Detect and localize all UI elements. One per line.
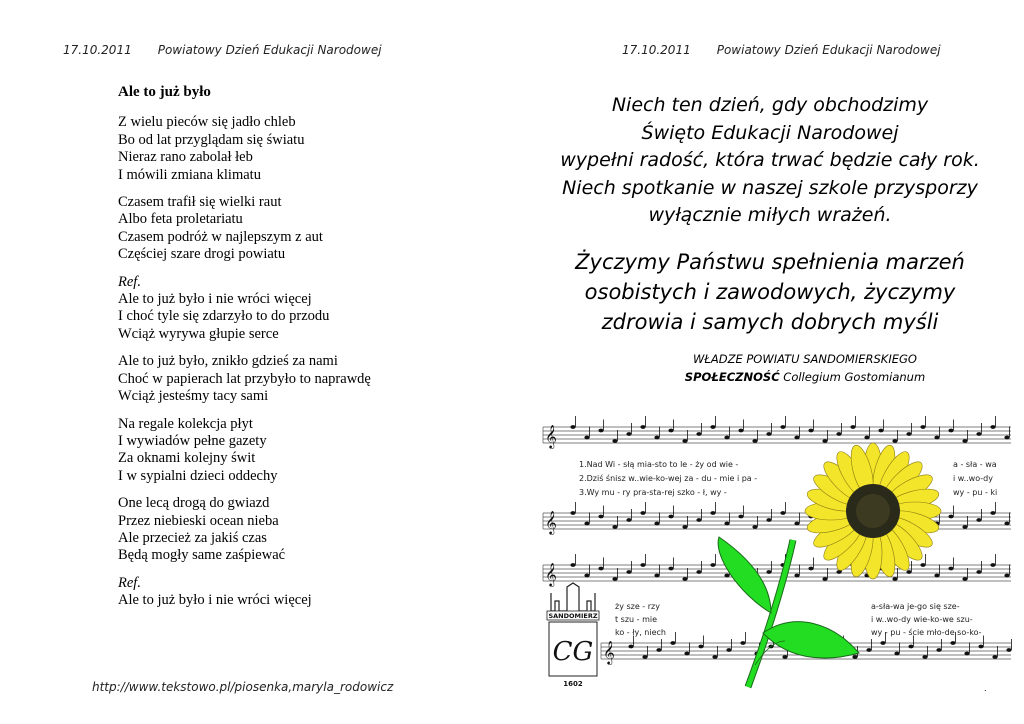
header-date: 17.10.2011 [63, 43, 132, 57]
signature-community-bold: SPOŁECZNOŚĆ [684, 370, 780, 384]
music-note [976, 518, 981, 522]
music-note [626, 570, 631, 574]
poem-stanzas [118, 114, 371, 609]
music-note [752, 525, 757, 529]
treble-clef-icon: 𝄞 [545, 562, 557, 586]
school-crest-logo [547, 583, 599, 688]
music-note [682, 577, 687, 581]
poem-stanza [118, 353, 371, 405]
music-note [920, 425, 925, 429]
refrain-label: Ref. [118, 273, 141, 290]
sunflower-center-inner [856, 494, 890, 528]
lyric-line: 2.Dziś śnisz w..wie-ko-wej za - du - mie i pa - [579, 474, 758, 483]
music-note [710, 511, 715, 515]
signature-community-rest: Collegium Gostomianum [779, 370, 926, 384]
music-note [878, 429, 883, 433]
music-note [920, 563, 925, 567]
music-note [990, 511, 995, 515]
header-event: Powiatowy Dzień Edukacji Narodowej [157, 43, 382, 57]
poem-line: Za oknami kolejny świt [118, 450, 256, 467]
music-sheet-illustration [533, 415, 1013, 695]
music-note [724, 522, 729, 526]
music-note [710, 563, 715, 567]
music-note [656, 648, 661, 652]
wishes-line: osobistych i zawodowych, życzymy [584, 280, 956, 304]
music-note [740, 641, 745, 645]
poem-line: Albo feta proletariatu [118, 211, 243, 228]
header-event: Powiatowy Dzień Edukacji Narodowej [716, 43, 941, 57]
logo-year: 1602 [563, 680, 583, 688]
poem-line: I mówili zmiana klimatu [118, 166, 261, 183]
music-note [766, 570, 771, 574]
poem-title: Ale to już było [118, 84, 211, 100]
music-note [880, 641, 885, 645]
music-note [598, 567, 603, 571]
music-note [1006, 648, 1011, 652]
poem-line: One lecą drogą do gwiazd [118, 495, 270, 512]
music-note [612, 577, 617, 581]
music-note [794, 436, 799, 440]
music-note [682, 525, 687, 529]
poem-stanza [118, 416, 371, 486]
poem-stanza [118, 194, 371, 264]
music-note [866, 648, 871, 652]
music-note [628, 645, 633, 649]
music-note [962, 525, 967, 529]
lyric-line: 3.Wy mu - ry pra-sta-rej szko - ł, wy - [579, 488, 727, 497]
treble-clef-icon: 𝄞 [603, 640, 615, 664]
music-note [976, 432, 981, 436]
greeting-line: Niech ten dzień, gdy obchodzimy [611, 94, 929, 116]
greeting-text [520, 92, 1020, 230]
music-note [948, 515, 953, 519]
logo-monogram: CG [552, 637, 594, 667]
lyric-line: a - sła - wa [953, 460, 997, 469]
source-url: http://www.tekstowo.pl/piosenka,maryla_rodowicz [92, 680, 394, 694]
page-dot: . [984, 684, 987, 693]
music-note [934, 436, 939, 440]
logo-label: SANDOMIERZ [548, 612, 598, 620]
lyric-line: t szu - mie [615, 615, 658, 624]
music-note [962, 577, 967, 581]
music-note [794, 574, 799, 578]
poem-stanza [118, 274, 371, 344]
treble-clef-icon: 𝄞 [545, 424, 557, 448]
poem-stanza [118, 114, 371, 184]
music-note [668, 429, 673, 433]
poem-line: Ale przecież za jakiś czas [118, 529, 267, 546]
music-note [822, 439, 827, 443]
music-note [808, 567, 813, 571]
poem-line: I wywiadów pełne gazety [118, 432, 267, 449]
music-note [682, 439, 687, 443]
music-note [906, 432, 911, 436]
music-note [696, 518, 701, 522]
greeting-line: wyłącznie miłych wrażeń. [648, 204, 892, 226]
music-note [698, 645, 703, 649]
music-note [668, 567, 673, 571]
header-right [622, 43, 941, 57]
poem-line: Wciąż wyrywa głupie serce [118, 325, 279, 342]
music-note [640, 563, 645, 567]
music-note [626, 518, 631, 522]
lyric-line: wy - pu - ście mło-de so-ko- [871, 628, 982, 637]
poem-line: I w sypialni dzieci oddechy [118, 467, 278, 484]
music-note [696, 432, 701, 436]
poem-line: Choć w papierach lat przybyło to naprawdę [118, 370, 371, 387]
poem-line: Bo od lat przyglądam się światu [118, 131, 305, 148]
header-left [63, 43, 382, 57]
music-note [570, 511, 575, 515]
poem-line: Ale to już było i nie wróci więcej [118, 592, 312, 609]
music-note [990, 563, 995, 567]
poem-line: Częściej szare drogi powiatu [118, 246, 286, 263]
lyric-line: 1.Nad Wi - słą mia-sto to le - ży od wie - [579, 460, 739, 469]
music-note [696, 570, 701, 574]
poem [118, 84, 371, 620]
music-note [626, 432, 631, 436]
refrain-label: Ref. [118, 574, 141, 591]
music-note [782, 655, 787, 659]
signature-authorities: WŁADZE POWIATU SANDOMIERSKIEGO [693, 352, 917, 366]
music-note [738, 429, 743, 433]
lyric-line: i w..wo-dy [953, 474, 993, 483]
leaf-right [763, 622, 859, 658]
music-note [584, 574, 589, 578]
music-note [710, 425, 715, 429]
music-note [766, 432, 771, 436]
poem-line: Czasem podróż w najlepszym z aut [118, 228, 323, 245]
music-note [934, 574, 939, 578]
music-note [612, 525, 617, 529]
poem-line: Będą mogły same zaśpiewać [118, 547, 286, 564]
music-note [892, 577, 897, 581]
treble-clef-icon: 𝄞 [545, 510, 557, 534]
music-note [936, 648, 941, 652]
music-note [780, 511, 785, 515]
music-note [584, 522, 589, 526]
music-note [738, 515, 743, 519]
music-note [1004, 574, 1009, 578]
music-note [612, 439, 617, 443]
poem-line: Na regale kolekcja płyt [118, 415, 253, 432]
music-note [598, 515, 603, 519]
poem-line: I choć tyle się zdarzyło to do przodu [118, 308, 330, 325]
music-note [908, 645, 913, 649]
music-note [570, 563, 575, 567]
wishes-line: zdrowia i samych dobrych myśli [601, 310, 939, 334]
music-note [922, 655, 927, 659]
poem-stanza [118, 495, 371, 565]
poem-line: Ale to już było i nie wróci więcej [118, 291, 312, 308]
poem-stanza [118, 575, 371, 610]
poem-line: Z wielu pieców się jadło chleb [118, 114, 296, 131]
music-note [1004, 522, 1009, 526]
signature-community [640, 368, 970, 386]
music-note [724, 574, 729, 578]
music-note [640, 511, 645, 515]
music-note [850, 425, 855, 429]
music-note [642, 655, 647, 659]
music-note [668, 515, 673, 519]
music-note [962, 439, 967, 443]
greeting-line: Święto Edukacji Narodowej [641, 121, 899, 144]
music-note [654, 574, 659, 578]
wishes-text [520, 247, 1020, 337]
music-note [598, 429, 603, 433]
music-note [726, 648, 731, 652]
music-note [964, 652, 969, 656]
greeting-line: wypełni radość, która trwać będzie cały rok. [560, 149, 980, 171]
music-note [852, 655, 857, 659]
music-note [780, 425, 785, 429]
music-note [894, 652, 899, 656]
music-note [654, 436, 659, 440]
poem-line: Ale to już było, znikło gdzieś za nami [118, 353, 338, 370]
sunflower-stem-fill [748, 540, 793, 687]
music-note [670, 641, 675, 645]
music-note [640, 425, 645, 429]
lyric-line: i w..wo-dy wie-ko-we szu- [871, 615, 973, 624]
lyric-line: a-sła-wa je-go się sze- [871, 602, 960, 611]
music-note [794, 522, 799, 526]
music-note [712, 655, 717, 659]
greeting-line: Niech spotkanie w naszej szkole przysporzy [562, 176, 978, 199]
music-note [684, 652, 689, 656]
poem-line: Nieraz rano zabolał łeb [118, 149, 253, 166]
music-note [808, 429, 813, 433]
music-note [948, 429, 953, 433]
music-note [992, 655, 997, 659]
poem-line: Wciąż jesteśmy tacy sami [118, 388, 269, 405]
music-note [570, 425, 575, 429]
wishes-line: Życzymy Państwu spełnienia marzeń [575, 250, 965, 274]
music-note [766, 518, 771, 522]
music-note [990, 425, 995, 429]
music-note [950, 641, 955, 645]
music-note [906, 570, 911, 574]
music-note [864, 436, 869, 440]
music-note [976, 570, 981, 574]
music-note [822, 577, 827, 581]
music-note [584, 436, 589, 440]
music-note [724, 436, 729, 440]
music-note [978, 645, 983, 649]
lyric-line: ko - ły, niech [615, 628, 666, 637]
music-note [836, 432, 841, 436]
header-date: 17.10.2011 [622, 43, 691, 57]
lyric-line: wy - pu - ki [953, 488, 998, 497]
lyric-line: ży sze - rzy [615, 602, 660, 611]
music-note [948, 567, 953, 571]
poem-line: Czasem trafił się wielki raut [118, 194, 282, 211]
music-note [654, 522, 659, 526]
music-note [892, 439, 897, 443]
music-note [752, 439, 757, 443]
poem-line: Przez niebieski ocean nieba [118, 512, 279, 529]
music-note [1004, 436, 1009, 440]
